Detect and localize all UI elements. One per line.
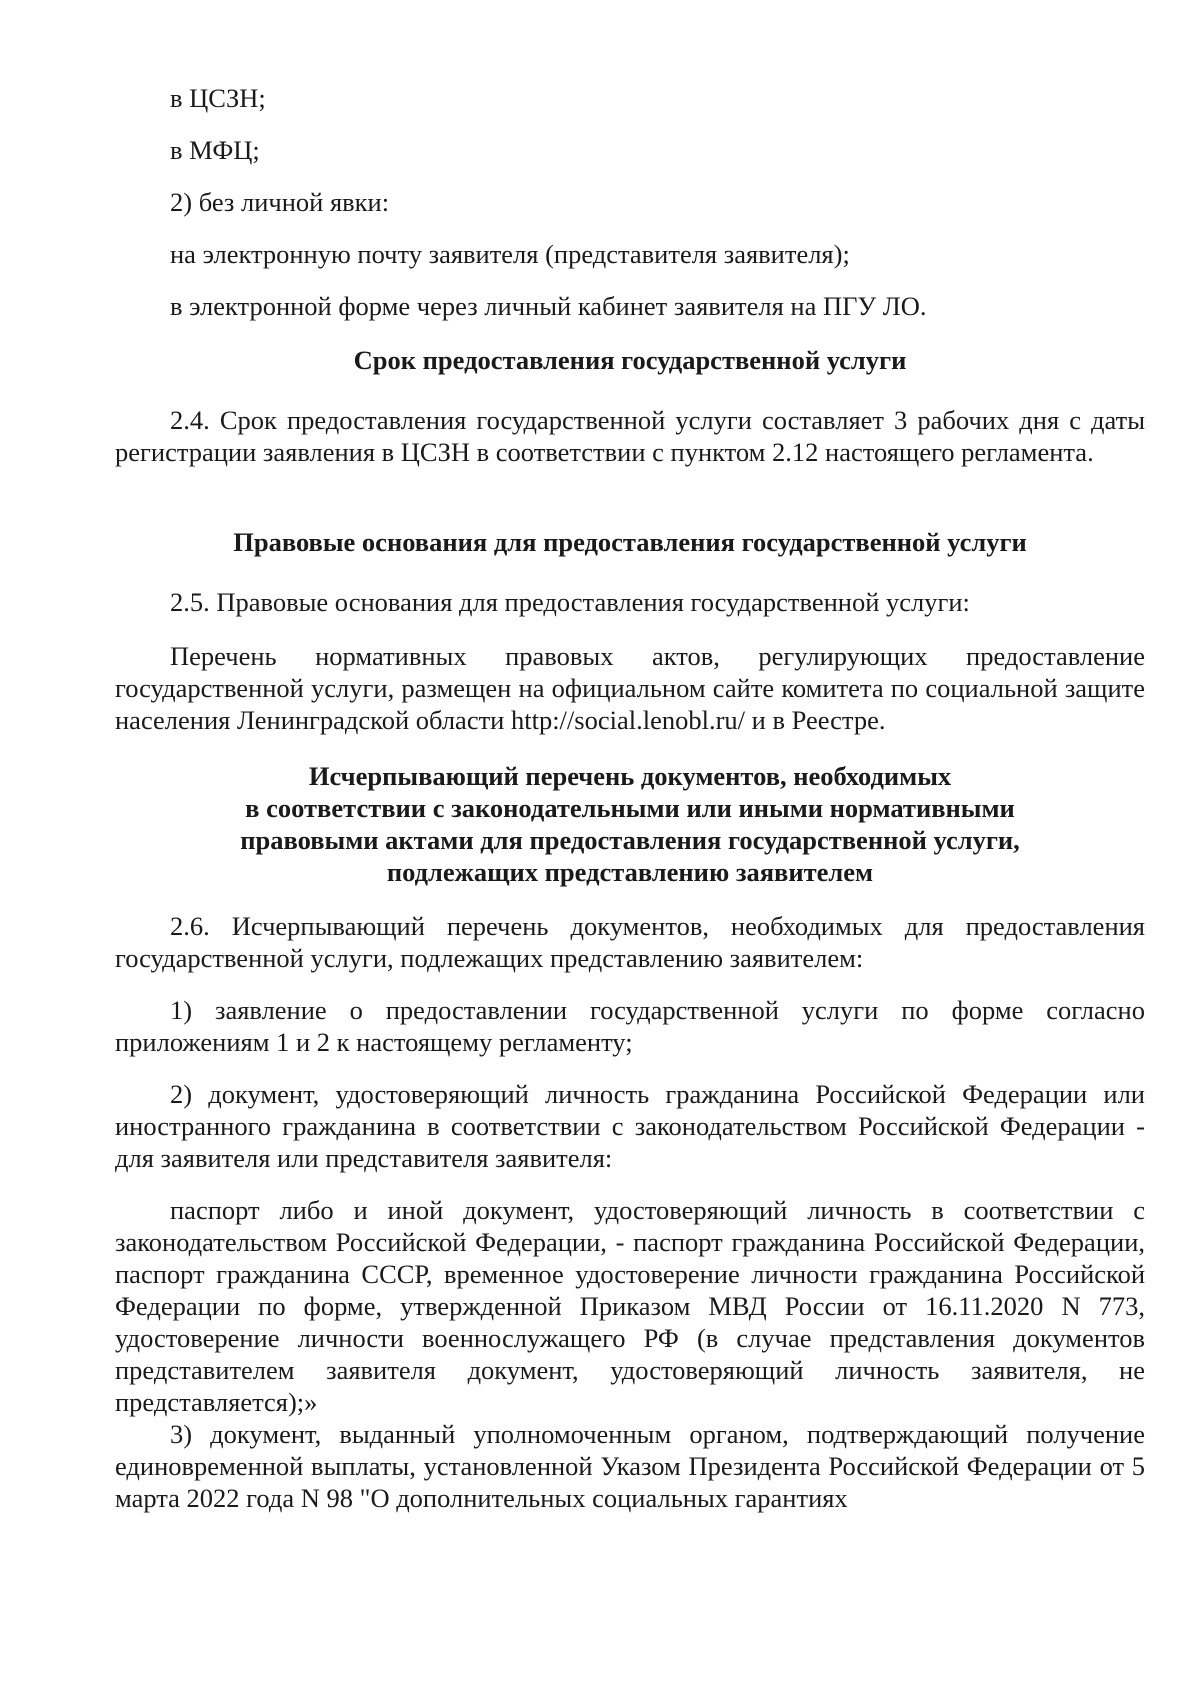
heading-docs-line-4: подлежащих представлению заявителем — [386, 857, 874, 887]
heading-docs-line-1: Исчерпывающий перечень документов, необходимых — [308, 761, 952, 791]
paragraph-docs-item-1: 1) заявление о предоставлении государственной услуги по форме согласно приложениям 1 и 2 к настоящему регламенту; — [115, 995, 1145, 1057]
list-line-electronic: в электронной форме через личный кабинет заявителя на ПГУ ЛО. — [170, 291, 927, 321]
list-line-cszn: в ЦСЗН; — [170, 83, 266, 113]
list-line-mfc: в МФЦ; — [170, 135, 260, 165]
heading-term: Срок предоставления государственной услуги — [353, 345, 907, 375]
heading-legal: Правовые основания для предоставления государственной услуги — [233, 527, 1027, 557]
heading-docs-line-2: в соответствии с законодательными или иными нормативными — [245, 793, 1015, 823]
paragraph-docs-item-2: 2) документ, удостоверяющий личность гражданина Российской Федерации или иностранного гражданина в соответствии с законодательством Российской Федерации - для заявителя или представителя заявителя: — [115, 1079, 1145, 1173]
paragraph-docs-item-3: 3) документ, выданный уполномоченным органом, подтверждающий получение единовременной выплаты, установленной Указом Президента Российской Федерации от 5 марта 2022 года N 98 "О дополнительных социальных гарантиях — [115, 1419, 1145, 1513]
list-line-email: на электронную почту заявителя (представителя заявителя); — [170, 239, 850, 269]
heading-docs-line-3: правовыми актами для предоставления государственной услуги, — [240, 825, 1020, 855]
paragraph-term: 2.4. Срок предоставления государственной услуги составляет 3 рабочих дня с даты регистрации заявления в ЦСЗН в соответствии с пунктом 2.12 настоящего регламента. — [115, 405, 1145, 467]
paragraph-docs-item-2-detail: паспорт либо и иной документ, удостоверяющий личность в соответствии с законодательством Российской Федерации, - паспорт гражданина Российской Федерации, паспорт гражданина СССР, временное удостоверение личности гражданина Российской Федерации по форме, утвержденной Приказом МВД России от 16.11.2020 N 773, удостоверение личности военнослужащего РФ (в случае представления документов представителем заявителя документ, удостоверяющий личность заявителя, не представляется);» — [115, 1195, 1145, 1417]
paragraph-legal-1: 2.5. Правовые основания для предоставления государственной услуги: — [170, 587, 970, 617]
paragraph-docs-intro: 2.6. Исчерпывающий перечень документов, необходимых для предоставления государственной услуги, подлежащих представлению заявителем: — [115, 911, 1145, 973]
list-line-no-visit: 2) без личной явки: — [170, 187, 390, 217]
heading-docs — [115, 760, 1145, 888]
paragraph-legal-2: Перечень нормативных правовых актов, регулирующих предоставление государственной услуги, размещен на официальном сайте комитета по социальной защите населения Ленинградской области http://social.lenobl.ru/ и в Реестре. — [115, 641, 1145, 735]
